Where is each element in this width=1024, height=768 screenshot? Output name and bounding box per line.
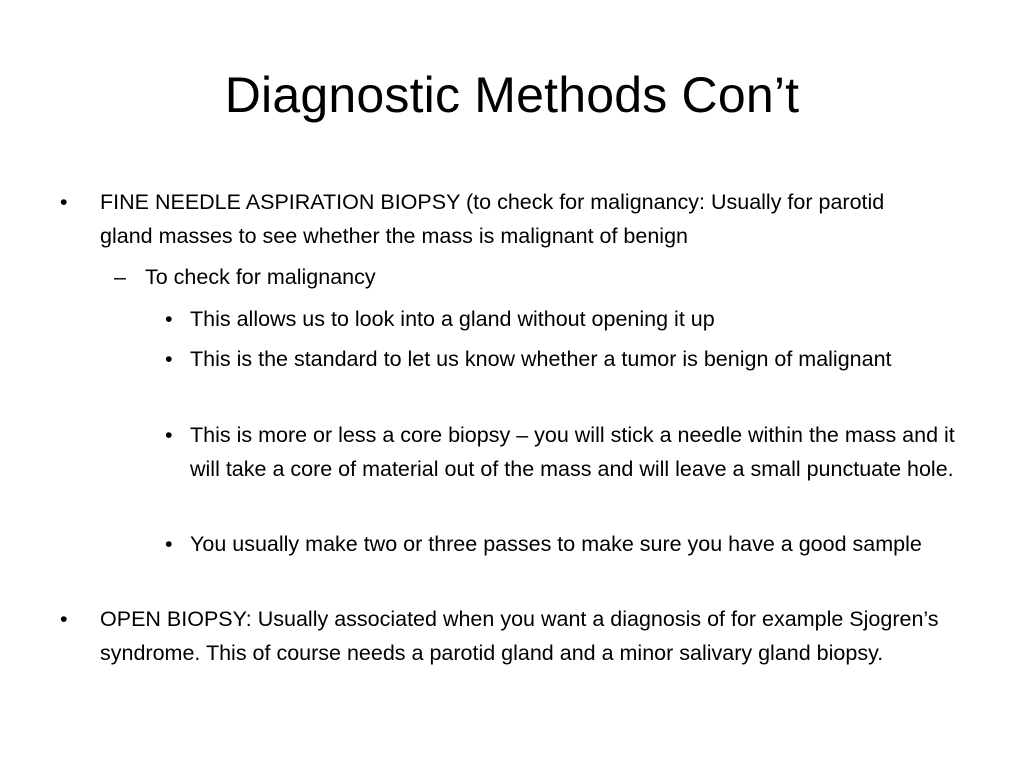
slide-title: Diagnostic Methods Con’t (224, 67, 800, 123)
bullet-marker: • (60, 607, 68, 631)
sub-sub-item-text: This allows us to look into a gland without opening it up (190, 307, 715, 331)
sub-sub-item-two-three-passes (165, 527, 950, 561)
bullet-marker: • (165, 307, 173, 331)
sub-sub-item-text: This is the standard to let us know whether a tumor is benign of malignant (190, 347, 892, 371)
dash-marker: – (114, 265, 126, 289)
bullet-item-open-biopsy (60, 602, 960, 670)
bullet-marker: • (60, 190, 68, 214)
bullet-item-fna (60, 185, 930, 253)
sub-sub-item-text: This is more or less a core biopsy – you will stick a needle within the mass and it will take a core of material out of the mass and will leave a small punctuate hole. (190, 423, 955, 481)
bullet-marker: • (165, 423, 173, 447)
sub-sub-item-text: You usually make two or three passes to make sure you have a good sample (190, 532, 922, 556)
sub-sub-item-standard (165, 342, 960, 376)
sub-item-text: To check for malignancy (145, 265, 376, 289)
bullet-text: FINE NEEDLE ASPIRATION BIOPSY (to check for malignancy: Usually for parotid gland masses to see whether the mass is malignant of benign (100, 190, 885, 248)
sub-sub-item-look-into-gland (165, 302, 970, 336)
bullet-text: OPEN BIOPSY: Usually associated when you want a diagnosis of for example Sjogren’s syndrome. This of course needs a parotid gland and a minor salivary gland biopsy. (100, 607, 939, 665)
bullet-marker: • (165, 532, 173, 556)
sub-sub-item-core-biopsy (165, 418, 970, 486)
bullet-marker: • (165, 347, 173, 371)
sub-item-check-malignancy (114, 260, 925, 294)
